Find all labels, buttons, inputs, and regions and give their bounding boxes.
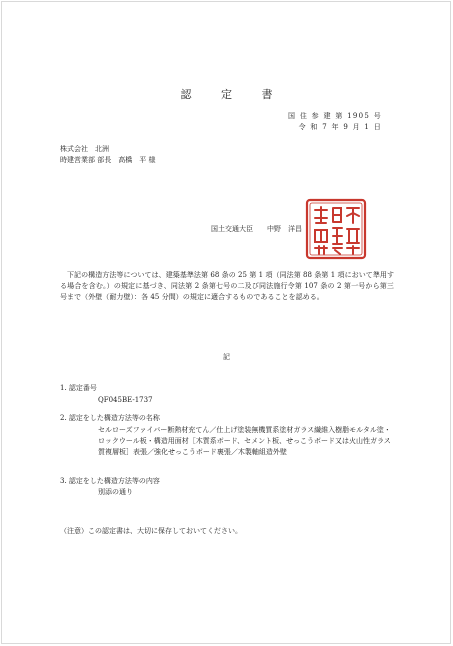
document-date: 令 和 7 年 9 月 1 日 (298, 123, 382, 131)
document-number: 国 住 参 建 第 1905 号 (288, 112, 382, 120)
item-1-content: QF045BE-1737 (98, 396, 153, 404)
item-2-content: セルローズファイバー断熱材充てん／仕上げ塗装無機質系塗材ガラス繊維入樹脂モルタル塗・ロックウール板・構造用面材［木質系ボード、セメント板、せっこうボード又は火山性ガラス質複層板］表張／強化せっこうボード裏張／木製軸組造外壁 (98, 426, 391, 456)
item-3-content: 別添の通り (98, 488, 133, 496)
body-paragraph: 下記の構造方法等については、建築基準法第 68 条の 25 第 1 項（同法第 88 条第 1 項において準用する場合を含む。）の規定に基づき、同法第 2 条第七号の二及び同法施行令第 107 条の 2 第一号から第三号まで（外壁（耐力壁）：各 45 分間）の規定に適合するものであることを認める。 (60, 271, 394, 302)
caution-note: （注意）この認定書は、大切に保存しておいてください。 (60, 527, 242, 535)
official-seal-icon (305, 198, 367, 260)
item-1-heading: 1. 認定番号 (60, 384, 97, 392)
ki-heading: 記 (223, 353, 230, 361)
recipient-person: 時建営業部 部長 高橋 平 様 (60, 156, 156, 164)
item-2-heading: 2. 認定をした構造方法等の名称 (60, 414, 160, 422)
item-3-heading: 3. 認定をした構造方法等の内容 (60, 477, 160, 485)
issuer-name: 国土交通大臣 中野 洋昌 (211, 225, 302, 233)
document-title: 認 定 書 (180, 88, 286, 101)
recipient-company: 株式会社 北洲 (60, 145, 109, 153)
